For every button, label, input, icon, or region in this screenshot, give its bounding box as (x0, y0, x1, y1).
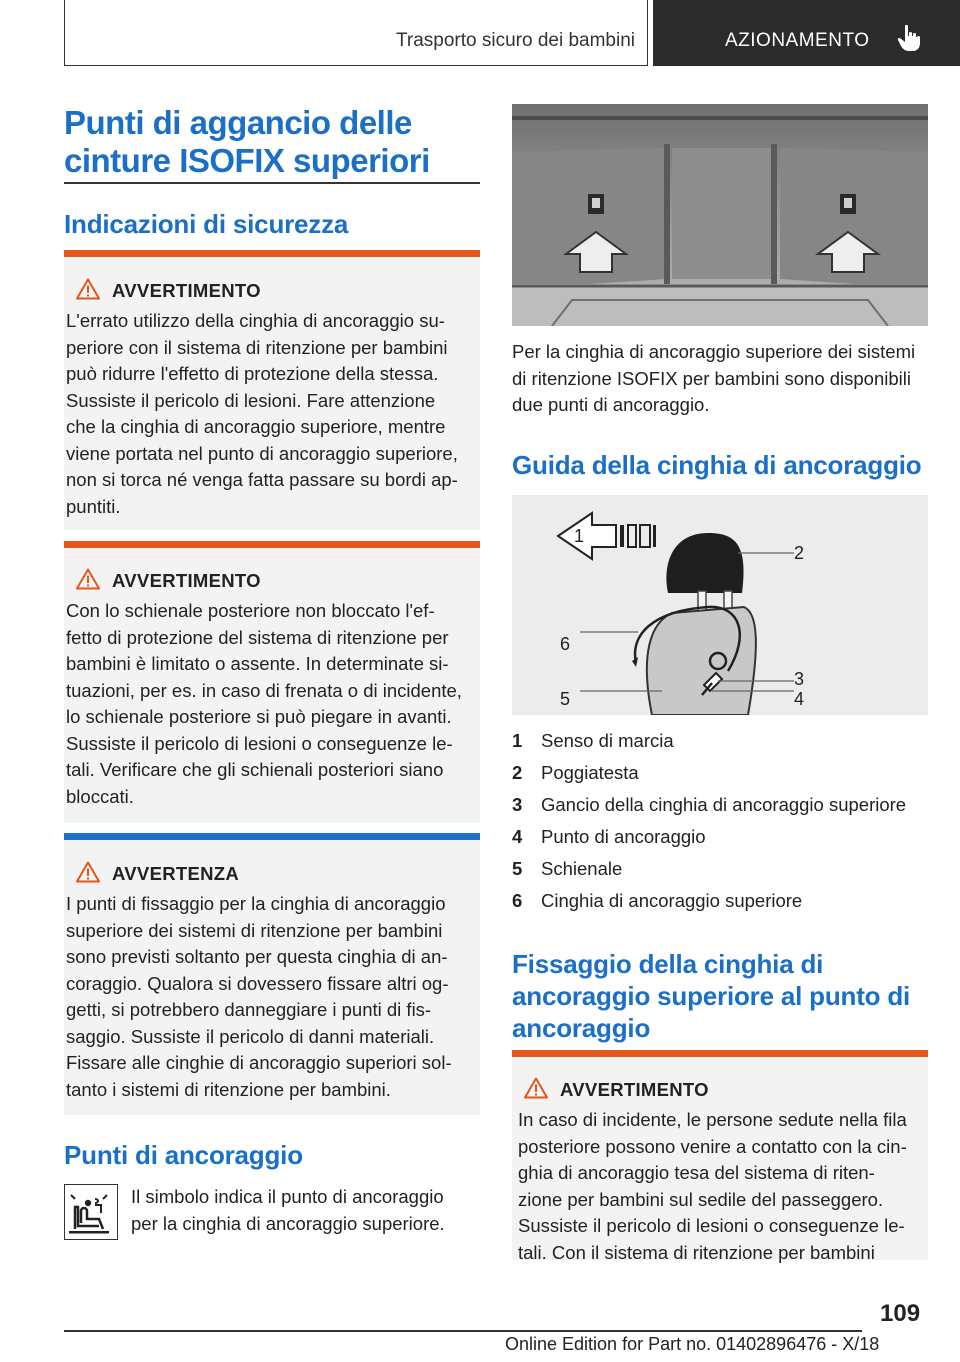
footer-divider (64, 1330, 862, 1332)
diagram-label: 1 (574, 526, 585, 546)
fix-heading (512, 948, 932, 1044)
text-line: superiore dei sistemi di ritenzione per bambini (66, 919, 443, 941)
text-line: Per la cinghia di ancoraggio superiore dei sistemi (512, 341, 916, 362)
text-line: getti, si potrebbero danneggiare i punti di fis- (66, 999, 432, 1020)
photo-caption (512, 339, 915, 419)
warning-box (64, 250, 480, 530)
legend-number: 3 (512, 794, 523, 815)
text-line: che la cinghia di ancoraggio superiore, mentre (66, 416, 446, 437)
text-line: ghia di ancoraggio tesa del sistema di riten- (518, 1162, 875, 1183)
warning-triangle-icon (76, 861, 100, 883)
header-section-title: Trasporto sicuro dei bambini (395, 30, 635, 51)
page-number: 109 (880, 1300, 921, 1327)
warning-text (64, 598, 464, 810)
diagram-label: 6 (560, 634, 571, 654)
text-line: tuazioni, per es. in caso di frenata o di incidente, (66, 679, 462, 701)
warning-bar (64, 541, 480, 548)
legend-number: 6 (512, 890, 523, 911)
hand-pointing-icon (897, 24, 921, 52)
text-line: Fissare alle cinghie di ancoraggio superiori sol- (66, 1052, 452, 1073)
page-title-line: Punti di aggancio delle (64, 104, 412, 141)
text-line: In caso di incidente, le persone sedute nella fila (518, 1109, 907, 1130)
text-line: due punti di ancoraggio. (512, 394, 710, 415)
warning-box (512, 1050, 928, 1263)
heading-line: ancoraggio superiore al punto di (512, 981, 911, 1011)
text-line: Sussiste il pericolo di lesioni o conseguenze le- (518, 1215, 905, 1236)
anchor-points-photo (512, 104, 928, 326)
header-section-tab (64, 0, 648, 66)
text-line: per la cinghia di ancoraggio superiore. (131, 1212, 445, 1234)
heading-line: Fissaggio della cinghia di (512, 949, 824, 979)
guide-heading: Guida della cinghia di ancoraggio (512, 450, 922, 480)
text-line: tanto i sistemi di ritenzione per bambini. (66, 1078, 391, 1100)
safety-heading: Indicazioni di sicurezza (64, 209, 349, 239)
notice-title: AVVERTENZA (112, 863, 240, 884)
legend-text: Punto di ancoraggio (541, 826, 706, 847)
text-line: tali. Con il sistema di ritenzione per bambini (518, 1241, 875, 1263)
text-line: di ritenzione ISOFIX per bambini sono disponibili (512, 367, 911, 389)
text-line: Con lo schienale posteriore non bloccato l'ef- (66, 600, 435, 621)
warning-triangle-icon (76, 278, 100, 300)
text-line: posteriore possono venire a contatto con la cin- (518, 1135, 907, 1157)
warning-title: AVVERTIMENTO (112, 280, 261, 301)
warning-title: AVVERTIMENTO (560, 1079, 709, 1100)
diagram-label: 3 (794, 669, 805, 689)
text-line: zione per bambini sul sedile del passeggero. (518, 1188, 884, 1210)
text-line: puntiti. (66, 495, 121, 517)
legend-text: Schienale (541, 858, 623, 879)
legend-text: Cinghia di ancoraggio superiore (541, 890, 803, 911)
legend-text: Senso di marcia (541, 730, 674, 751)
diagram-label: 4 (794, 689, 805, 709)
text-line: tali. Verificare che gli schienali posteriori siano (66, 759, 444, 780)
warning-title: AVVERTIMENTO (112, 570, 261, 591)
text-line: periore con il sistema di ritenzione per bambini (66, 336, 448, 358)
text-line: saggio. Sussiste il pericolo di danni materiali. (66, 1025, 435, 1047)
text-line: Il simbolo indica il punto di ancoraggio (131, 1186, 444, 1207)
text-line: sono previsti soltanto per questa cinghia di an- (66, 946, 448, 967)
legend-text: Gancio della cinghia di ancoraggio superiore (541, 794, 907, 815)
page-title-line: cinture ISOFIX superiori (64, 142, 430, 179)
anchor-heading: Punti di ancoraggio (64, 1140, 303, 1170)
legend-number: 5 (512, 858, 523, 879)
edition-note: Online Edition for Part no. 01402896476 - X/18 (505, 1334, 880, 1354)
anchor-text (131, 1184, 445, 1237)
tether-diagram (512, 495, 928, 715)
notice-text (64, 891, 454, 1103)
text-line: lo schienale posteriore si può piegare in avanti. (66, 706, 452, 727)
text-line: bloccati. (66, 785, 134, 807)
text-line: Sussiste il pericolo di lesioni. Fare attenzione (66, 389, 436, 411)
text-line: viene portata nel punto di ancoraggio superiore, (66, 442, 458, 464)
warning-text (516, 1107, 909, 1266)
legend-number: 4 (512, 826, 523, 847)
legend-text: Poggiatesta (541, 762, 639, 783)
notice-box (64, 833, 480, 1115)
legend-number: 1 (512, 730, 523, 751)
text-line: L'errato utilizzo della cinghia di ancoraggio su- (66, 310, 445, 331)
warning-bar (64, 250, 480, 257)
text-line: bambini è limitato o assente. In determinate si- (66, 653, 449, 674)
legend-number: 2 (512, 762, 523, 783)
warning-box (64, 541, 480, 823)
text-line: coraggio. Qualora si dovessero fissare altri og- (66, 972, 449, 994)
heading-line: ancoraggio (512, 1013, 651, 1043)
diagram-label: 2 (794, 543, 805, 563)
warning-triangle-icon (76, 568, 100, 590)
text-line: può ridurre l'effetto di protezione della stessa. (66, 363, 439, 384)
warning-bar (512, 1050, 928, 1057)
text-line: fetto di protezione del sistema di ritenzione per (66, 626, 449, 648)
diagram-label: 5 (560, 689, 571, 709)
header-chapter-title: AZIONAMENTO (725, 30, 870, 51)
text-line: Sussiste il pericolo di lesioni o conseguenze le- (66, 732, 453, 754)
page-title (64, 104, 484, 180)
notice-bar (64, 833, 480, 840)
warning-text (64, 308, 460, 520)
text-line: non si torca né venga fatta passare su bordi ap- (66, 469, 458, 490)
text-line: I punti di fissaggio per la cinghia di ancoraggio (66, 893, 446, 914)
warning-triangle-icon (524, 1077, 548, 1099)
header-chapter-tab (653, 0, 960, 66)
title-divider (64, 182, 480, 184)
isofix-top-tether-icon (64, 1184, 118, 1240)
